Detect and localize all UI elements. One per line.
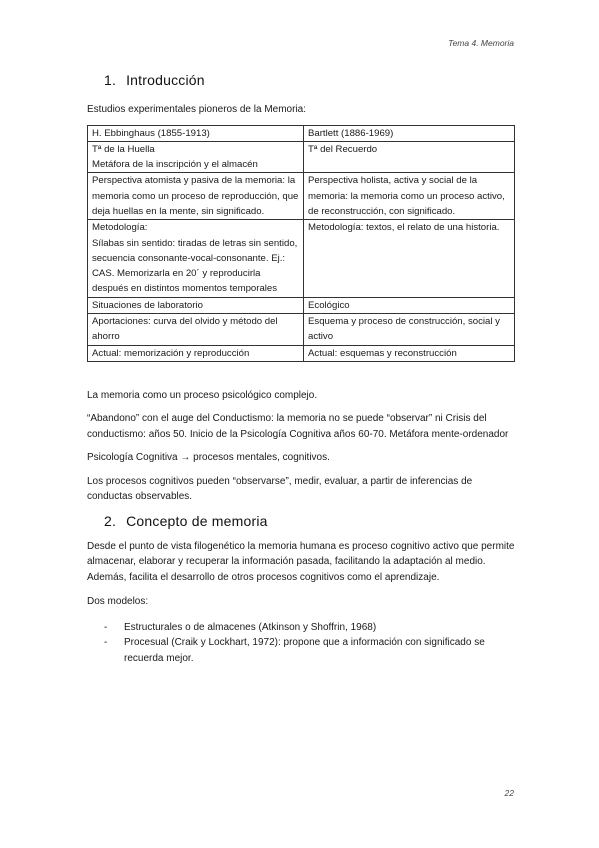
table-row xyxy=(88,220,515,297)
table-cell: Ecológico xyxy=(304,297,515,313)
table-cell: Actual: esquemas y reconstrucción xyxy=(304,345,515,361)
table-cell-ebbinghaus-header: H. Ebbinghaus (1855-1913) xyxy=(88,125,304,141)
paragraph: Psicología Cognitiva → procesos mentales, cognitivos. xyxy=(87,452,330,464)
table-row xyxy=(88,125,515,141)
table-row xyxy=(88,345,515,361)
table-cell: Aportaciones: curva del olvido y método del ahorro xyxy=(88,314,304,346)
comparison-table xyxy=(87,125,515,362)
running-header: Tema 4. Memoria xyxy=(448,38,514,48)
table-cell-bartlett-header: Bartlett (1886-1969) xyxy=(304,125,515,141)
table-row xyxy=(88,173,515,220)
list-item xyxy=(87,620,515,636)
table-cell: Esquema y proceso de construcción, social y activo xyxy=(304,314,515,346)
table-row xyxy=(88,297,515,313)
models-list xyxy=(87,620,515,667)
section-2-number: 2. xyxy=(104,512,117,529)
section-2-title: Concepto de memoria xyxy=(126,512,268,529)
table-cell: Tª del Recuerdo xyxy=(304,141,515,173)
section-1-title: Introducción xyxy=(126,72,205,88)
section-1-heading xyxy=(87,72,515,88)
table-row xyxy=(88,141,515,173)
paragraph: La memoria como un proceso psicológico complejo. xyxy=(87,389,318,401)
paragraph: Dos modelos: xyxy=(87,596,149,608)
table-cell: Metodología: Sílabas sin sentido: tiradas de letras sin sentido, secuencia consonante-vocal-consonante. Ej.: CAS. Memorizarla en 20´ y reproducirla después en distintos momentos temporales xyxy=(88,220,304,297)
page-number: 22 xyxy=(504,788,514,798)
list-item-text: Estructurales o de almacenes (Atkinson y Shoffrin, 1968) xyxy=(124,621,377,633)
table-cell: Tª de la Huella Metáfora de la inscripción y el almacén xyxy=(88,141,304,173)
section-2-heading xyxy=(87,513,515,529)
table-row xyxy=(88,314,515,346)
list-item-text: Procesual (Craik y Lockhart, 1972): propone que a información con significado se recuerda mejor. xyxy=(124,637,485,664)
list-bullet: - xyxy=(104,637,108,649)
paragraph: Desde el punto de vista filogenético la memoria humana es proceso cognitivo activo que permite almacenar, elaborar y recuperar la información pasada, facilitando la adaptación al medio. Además, facilita el desarrollo de otros procesos cognitivos como el aprendizaje. xyxy=(87,540,515,583)
paragraph: “Abandono” con el auge del Conductismo: la memoria no se puede “observar” ni Crisis del conductismo: años 50. Inicio de la Psicología Cognitiva años 60-70. Metáfora mente-ordenador xyxy=(87,413,509,440)
paragraph: Los procesos cognitivos pueden “observarse”, medir, evaluar, a partir de inferencias de conductas observables. xyxy=(87,475,473,503)
table-cell: Actual: memorización y reproducción xyxy=(88,345,304,361)
table-cell: Perspectiva atomista y pasiva de la memoria: la memoria como un proceso de reproducción, que deja huellas en la mente, sin significado. xyxy=(88,173,304,220)
list-bullet: - xyxy=(104,621,108,633)
section-1-number: 1. xyxy=(104,72,117,88)
page-content xyxy=(87,70,515,666)
table-cell: Perspectiva holista, activa y social de la memoria: la memoria como un proceso activo, de reconstrucción, con significado. xyxy=(304,173,515,220)
list-item xyxy=(87,635,515,666)
table-cell: Situaciones de laboratorio xyxy=(88,297,304,313)
table-cell: Metodología: textos, el relato de una historia. xyxy=(304,220,515,297)
table-intro: Estudios experimentales pioneros de la Memoria: xyxy=(87,104,306,115)
